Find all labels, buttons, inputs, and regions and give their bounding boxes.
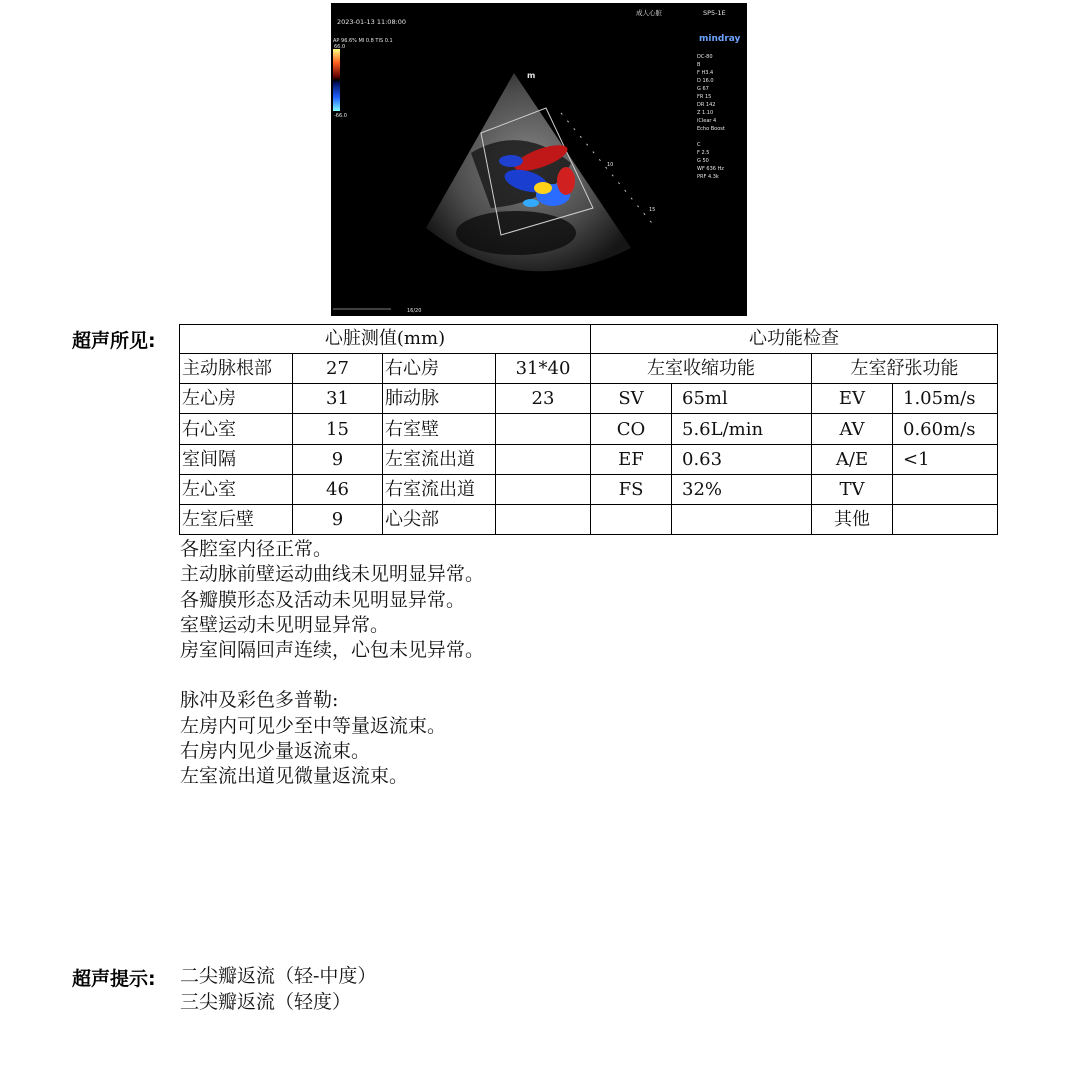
us-param: B bbox=[697, 62, 701, 68]
table-cell-value: 31*40 bbox=[496, 354, 591, 384]
systolic-param-value bbox=[672, 504, 812, 534]
systolic-param-name bbox=[591, 504, 672, 534]
diastolic-param-name: 其他 bbox=[812, 504, 893, 534]
diastolic-param-name: EV bbox=[812, 384, 893, 414]
table-cell-value bbox=[496, 414, 591, 444]
diastolic-param-name: AV bbox=[812, 414, 893, 444]
us-param-list bbox=[697, 54, 725, 180]
systolic-param-value: 65ml bbox=[672, 384, 812, 414]
diastolic-param-value: 0.60m/s bbox=[893, 414, 998, 444]
table-cell-value: 27 bbox=[293, 354, 383, 384]
us-scale-top: 66.0 bbox=[334, 44, 346, 50]
diastolic-param-name: TV bbox=[812, 474, 893, 504]
us-orientation-marker: m bbox=[527, 71, 536, 80]
systolic-param-name: CO bbox=[591, 414, 672, 444]
us-param: FR 15 bbox=[697, 94, 712, 100]
us-param: C bbox=[697, 142, 701, 148]
systolic-title: 左室收缩功能 bbox=[591, 354, 812, 384]
us-brand-logo: mindray bbox=[699, 34, 741, 44]
doppler-line: 左室流出道见微量返流束。 bbox=[180, 765, 409, 788]
us-ap-line: AP 96.6% MI 0.8 TIS 0.1 bbox=[333, 38, 393, 44]
us-param: G 67 bbox=[697, 86, 709, 92]
ultrasound-canvas bbox=[331, 3, 747, 316]
us-param: PRF 4.3k bbox=[697, 174, 719, 180]
findings-line: 主动脉前壁运动曲线未见明显异常。 bbox=[180, 563, 485, 586]
us-mode: 成人心脏 bbox=[636, 9, 662, 17]
table-cell-name: 左心室 bbox=[180, 474, 293, 504]
table-cell-name: 肺动脉 bbox=[383, 384, 496, 414]
table-cell-name: 右室壁 bbox=[383, 414, 496, 444]
table-cell-name: 右心室 bbox=[180, 414, 293, 444]
heart-measure-title: 心脏测值(mm) bbox=[180, 325, 591, 354]
diastolic-param-value bbox=[893, 474, 998, 504]
diastolic-param-value bbox=[893, 504, 998, 534]
table-cell-name: 室间隔 bbox=[180, 444, 293, 474]
table-cell-name: 右室流出道 bbox=[383, 474, 496, 504]
table-cell-name: 左心房 bbox=[180, 384, 293, 414]
table-cell-value: 46 bbox=[293, 474, 383, 504]
us-param: Z 1.10 bbox=[697, 110, 714, 116]
table-cell-name: 心尖部 bbox=[383, 504, 496, 534]
conclusion-line: 三尖瓣返流（轻度） bbox=[180, 990, 352, 1013]
findings-line: 室壁运动未见明显异常。 bbox=[180, 613, 390, 636]
table-cell-name: 左室后壁 bbox=[180, 504, 293, 534]
systolic-param-value: 32% bbox=[672, 474, 812, 504]
table-cell-value: 9 bbox=[293, 444, 383, 474]
table-cell-value bbox=[496, 444, 591, 474]
us-param: DC-80 bbox=[697, 54, 713, 60]
table-cell-value: 23 bbox=[496, 384, 591, 414]
systolic-param-name: EF bbox=[591, 444, 672, 474]
diastolic-param-value: 1.05m/s bbox=[893, 384, 998, 414]
systolic-param-value: 0.63 bbox=[672, 444, 812, 474]
measurement-table bbox=[179, 324, 998, 535]
conclusion-text bbox=[180, 964, 376, 1015]
us-param: WF 636 Hz bbox=[697, 166, 724, 172]
us-param: D 16.0 bbox=[697, 78, 714, 84]
table-cell-value bbox=[496, 474, 591, 504]
us-footer: 16/20 bbox=[407, 308, 422, 314]
findings-line: 房室间隔回声连续，心包未见异常。 bbox=[180, 639, 485, 662]
us-probe: SP5-1E bbox=[703, 9, 726, 17]
table-cell-name: 左室流出道 bbox=[383, 444, 496, 474]
findings-text bbox=[180, 537, 484, 790]
us-param: F H3.4 bbox=[697, 70, 714, 76]
us-depth-tick-2: 15 bbox=[649, 207, 656, 213]
diastolic-title: 左室舒张功能 bbox=[812, 354, 998, 384]
us-param: DR 142 bbox=[697, 102, 716, 108]
us-param: F 2.5 bbox=[697, 150, 710, 156]
table-cell-value bbox=[496, 504, 591, 534]
us-depth-tick-1: 10 bbox=[607, 162, 614, 168]
table-cell-name: 右心房 bbox=[383, 354, 496, 384]
us-param: G 50 bbox=[697, 158, 709, 164]
ultrasound-image bbox=[331, 3, 747, 316]
findings-line: 各瓣膜形态及活动未见明显异常。 bbox=[180, 588, 466, 611]
us-param: iClear 4 bbox=[697, 118, 717, 124]
us-scale-bottom: -66.0 bbox=[334, 113, 347, 119]
findings-line: 各腔室内径正常。 bbox=[180, 538, 333, 560]
table-cell-value: 15 bbox=[293, 414, 383, 444]
systolic-param-name: SV bbox=[591, 384, 672, 414]
us-param: Echo Boost bbox=[697, 126, 725, 132]
doppler-line: 脉冲及彩色多普勒: bbox=[180, 689, 339, 712]
findings-label: 超声所见: bbox=[72, 330, 156, 352]
doppler-line: 右房内见少量返流束。 bbox=[180, 740, 371, 763]
color-scale-bar bbox=[333, 49, 340, 111]
conclusion-label: 超声提示: bbox=[72, 968, 156, 990]
us-datetime: 2023-01-13 11:08:00 bbox=[337, 18, 407, 26]
table-cell-name: 主动脉根部 bbox=[180, 354, 293, 384]
table-cell-value: 31 bbox=[293, 384, 383, 414]
systolic-param-value: 5.6L/min bbox=[672, 414, 812, 444]
doppler-line: 左房内可见少至中等量返流束。 bbox=[180, 714, 447, 737]
diastolic-param-value: <1 bbox=[893, 444, 998, 474]
conclusion-line: 二尖瓣返流（轻-中度） bbox=[180, 965, 377, 987]
systolic-param-name: FS bbox=[591, 474, 672, 504]
paragraph-gap bbox=[180, 663, 484, 688]
table-cell-value: 9 bbox=[293, 504, 383, 534]
function-title: 心功能检查 bbox=[591, 325, 998, 354]
diastolic-param-name: A/E bbox=[812, 444, 893, 474]
